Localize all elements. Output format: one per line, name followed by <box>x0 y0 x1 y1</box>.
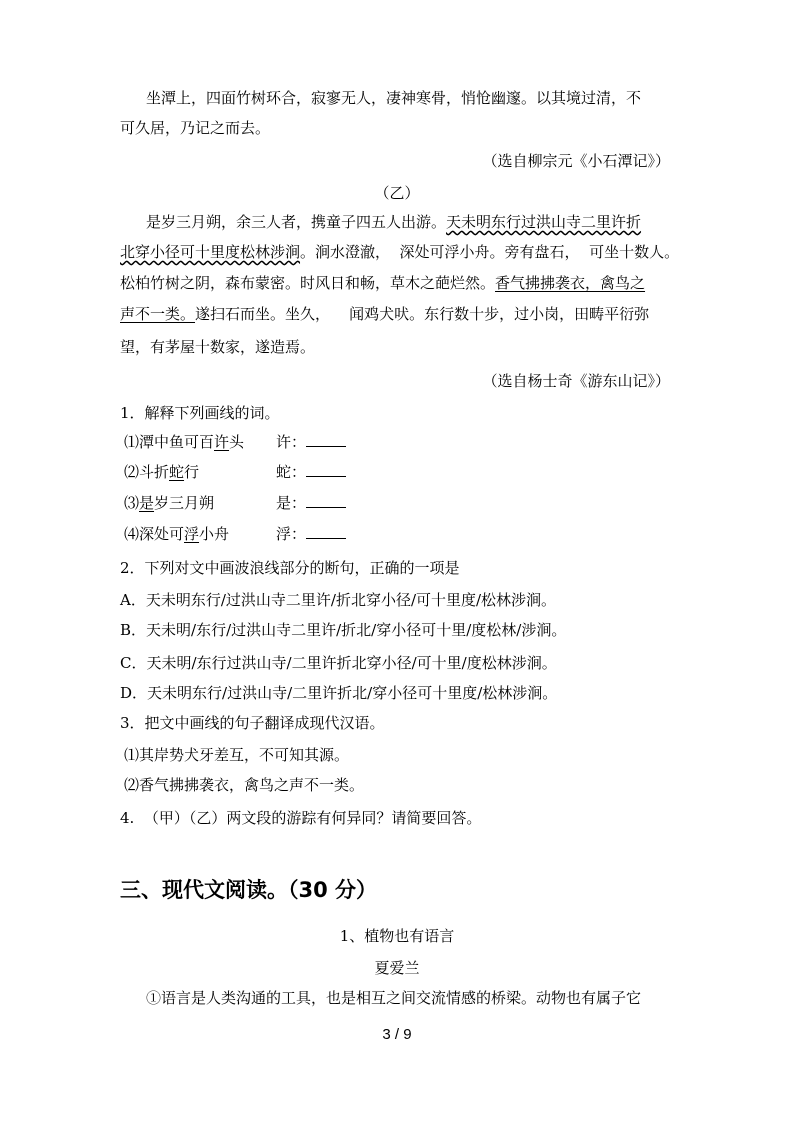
answer-blank[interactable] <box>306 493 346 508</box>
yi-line-1 <box>146 212 641 232</box>
yi-line-2 <box>120 242 679 262</box>
yi-marker: （乙） <box>374 184 420 202</box>
yi-line-1-text: 是岁三月朔，余三人者，携童子四五人出游。 <box>146 213 447 231</box>
underlined-sentence: 香气拂拂袭衣，禽鸟之 <box>495 274 646 292</box>
q1-item-text: ⑴潭中鱼可百 <box>124 433 215 451</box>
jia-source: （选自柳宗元《小石潭记》） <box>482 152 670 170</box>
q1-item-text: 头 <box>229 433 245 451</box>
q3-item-1: ⑴其岸势犬牙差互，不可知其源。 <box>124 746 350 764</box>
target-word: 是 <box>139 494 155 512</box>
q3-title: 3．把文中画线的句子翻译成现代汉语。 <box>120 714 385 732</box>
q1-item-text: ⑵斗折 <box>124 463 170 481</box>
q1-item-text: 行 <box>184 463 200 481</box>
article-title: 1、植物也有语言 <box>339 927 455 945</box>
yi-source: （选自杨士奇《游东山记》） <box>482 372 670 390</box>
q1-item-text: ⑷深处可 <box>124 525 185 543</box>
answer-blank[interactable] <box>306 432 346 447</box>
answer-label: 蛇： <box>276 463 307 481</box>
underlined-sentence: 声不一类。 <box>120 305 196 323</box>
q2-option-d: D．天未明东行/过洪山寺/二里许折北/穿小径可十里度/松林涉涧。 <box>120 684 558 702</box>
answer-label: 浮： <box>276 525 307 543</box>
jia-line-2: 可久居，乃记之而去。 <box>120 119 271 137</box>
target-word: 浮 <box>184 525 200 543</box>
q2-option-b: B．天未明/东行/过洪山寺二里许/折北/穿小径可十里/度松林/涉涧。 <box>120 621 567 639</box>
yi-line-2-text: 。涧水澄澈， 深处可浮小舟。旁有盘石， 可坐十数人。 <box>300 243 680 261</box>
q4-title: 4. （甲）（乙）两文段的游踪有何异同？请简要回答。 <box>120 809 482 827</box>
q1-answer-4 <box>276 524 346 544</box>
yi-line-4-text: 遂扫石而坐。坐久， 闻鸡犬吠。东行数十步，过小岗，田畴平衍弥 <box>195 305 650 323</box>
q1-item-text: ⑶ <box>124 494 140 512</box>
yi-line-3-text: 松柏竹树之阴，森布蒙密。时风日和畅，草木之葩烂然。 <box>120 274 496 292</box>
q1-item-2 <box>124 462 199 482</box>
answer-label: 是： <box>276 494 307 512</box>
yi-line-5: 望，有茅屋十数家，遂造焉。 <box>120 338 316 356</box>
article-author: 夏爱兰 <box>374 959 420 977</box>
section-heading: 三、现代文阅读。（30 分） <box>120 878 378 902</box>
q1-item-1 <box>124 432 244 452</box>
yi-line-4 <box>120 304 649 324</box>
q1-title: 1．解释下列画线的词。 <box>120 404 280 422</box>
q1-item-3 <box>124 493 214 513</box>
q1-item-4 <box>124 524 229 544</box>
target-word: 蛇 <box>169 463 185 481</box>
target-word: 许 <box>214 433 230 451</box>
q1-answer-3 <box>276 493 346 513</box>
answer-blank[interactable] <box>306 462 346 477</box>
page-number: 3 / 9 <box>382 1026 412 1043</box>
q2-option-a: A．天未明东行/过洪山寺二里许/折北穿小径/可十里度/松林涉涧。 <box>120 591 557 609</box>
answer-label: 许： <box>276 433 307 451</box>
yi-line-3 <box>120 273 645 293</box>
q2-title: 2．下列对文中画波浪线部分的断句，正确的一项是 <box>120 559 460 577</box>
jia-line-1: 坐潭上，四面竹树环合，寂寥无人，凄神寒骨，悄怆幽邃。以其境过清，不 <box>146 89 642 107</box>
q1-answer-1 <box>276 432 346 452</box>
wavy-underlined-text: 北穿小径可十里度松林涉涧 <box>120 243 301 261</box>
q3-item-2: ⑵香气拂拂袭衣，禽鸟之声不一类。 <box>124 776 365 794</box>
article-paragraph-1: ①语言是人类沟通的工具，也是相互之间交流情感的桥梁。动物也有属子它 <box>146 989 642 1007</box>
q1-answer-2 <box>276 462 346 482</box>
q1-item-text: 岁三月朔 <box>154 494 215 512</box>
answer-blank[interactable] <box>306 524 346 539</box>
q1-item-text: 小舟 <box>199 525 230 543</box>
q2-option-c: C．天未明/东行过洪山寺/二里许折北穿小径/可十里/度松林涉涧。 <box>120 654 557 672</box>
wavy-underlined-text: 天未明东行过洪山寺二里许折 <box>446 213 642 231</box>
